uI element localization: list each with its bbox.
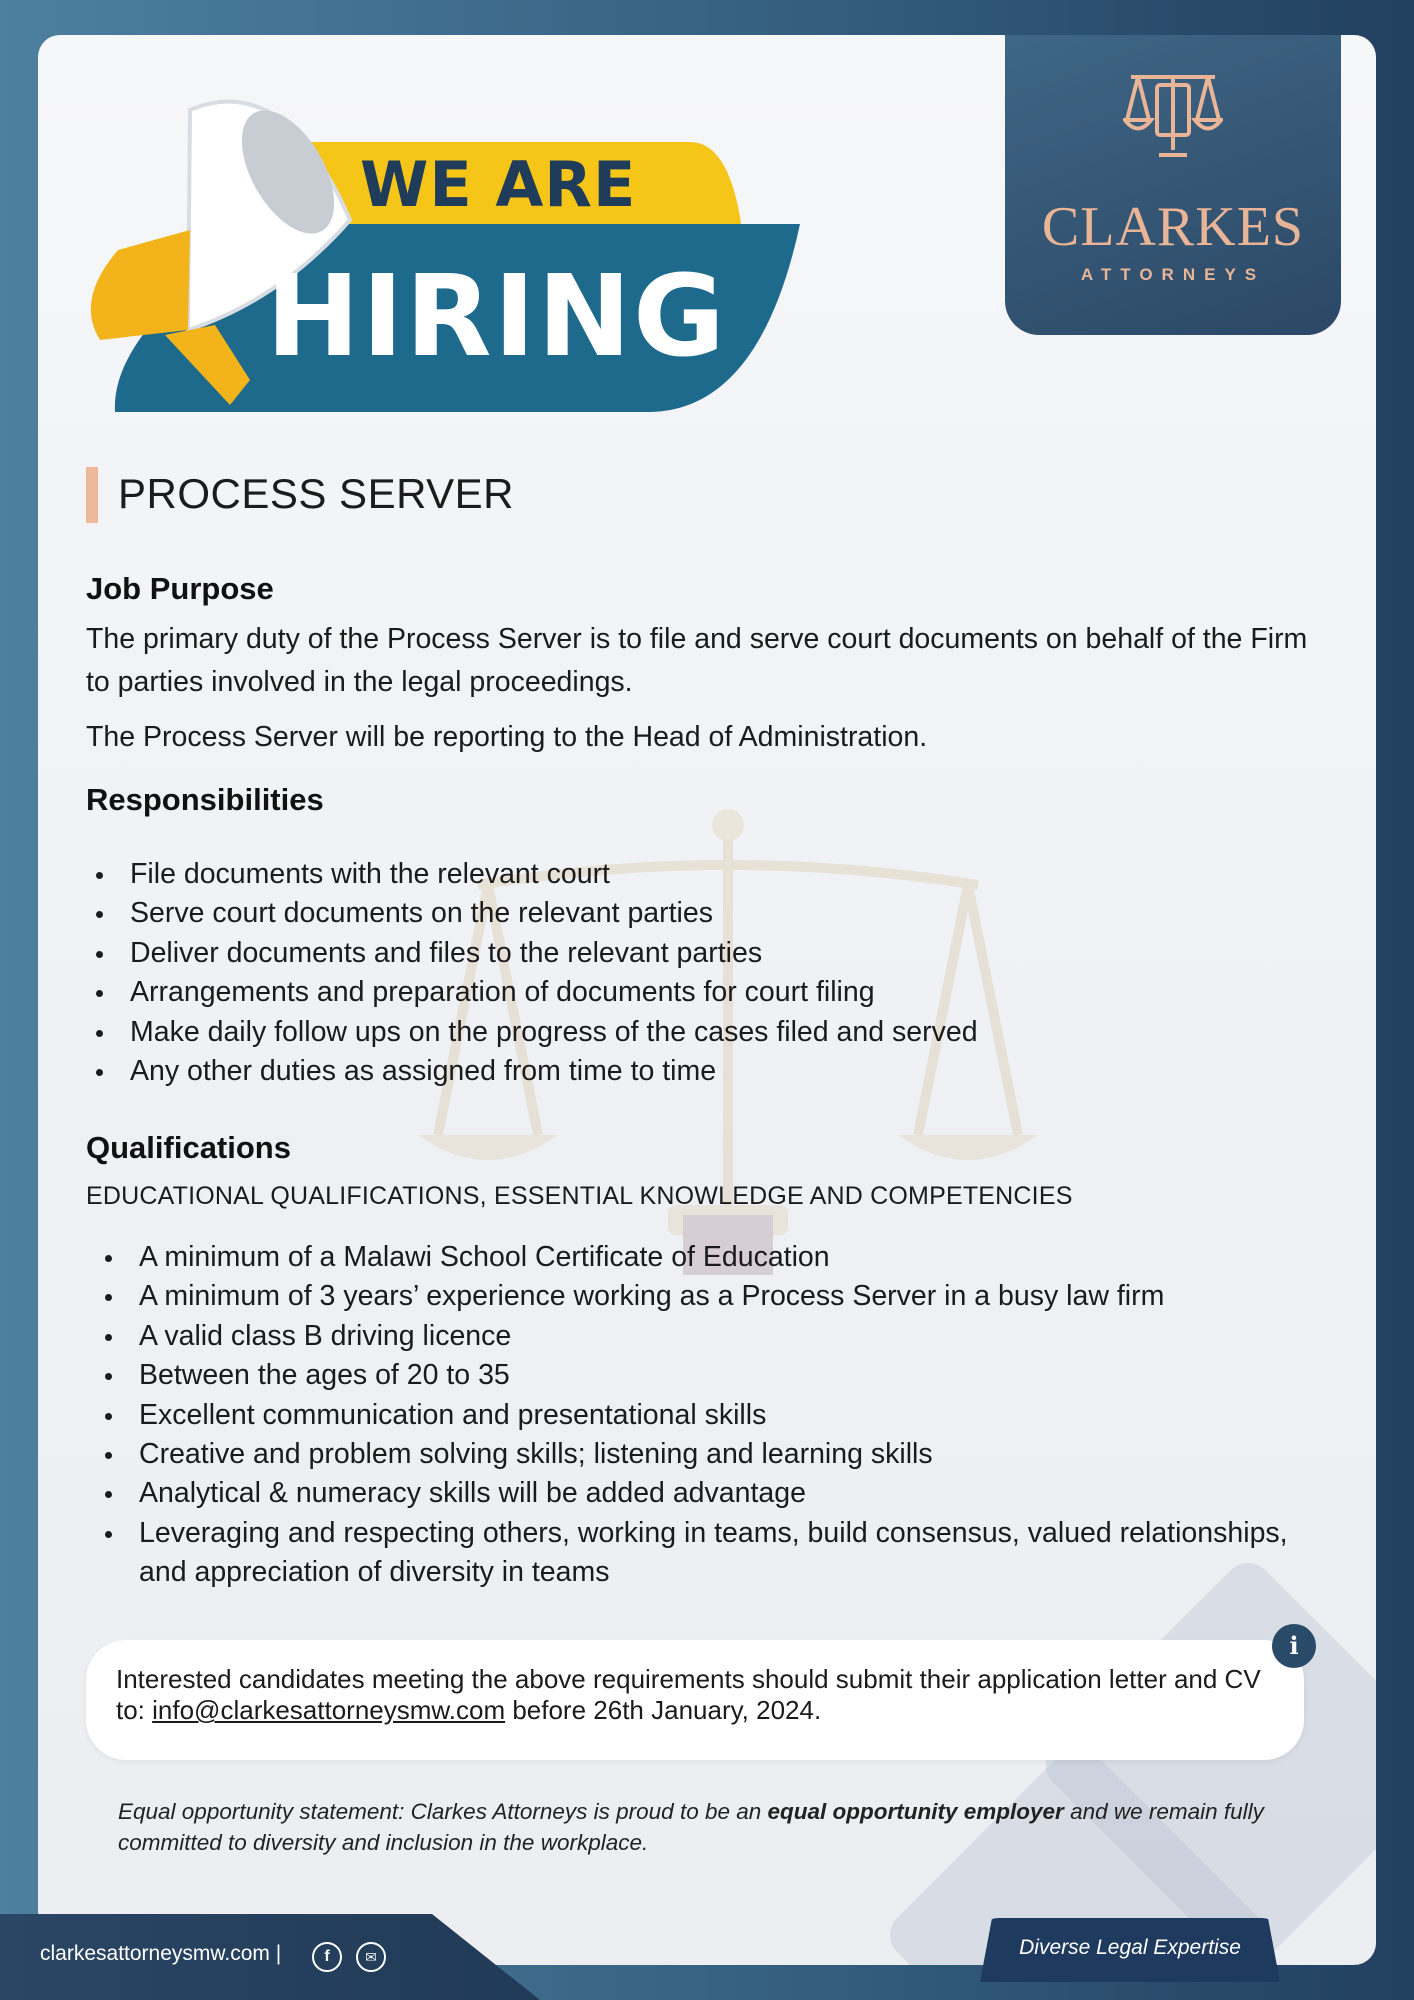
- list-item: A minimum of a Malawi School Certificate of Education: [95, 1238, 1315, 1277]
- list-item: Arrangements and preparation of documents for court filing: [86, 973, 1336, 1012]
- list-item: Between the ages of 20 to 35: [95, 1356, 1315, 1395]
- list-item: Leveraging and respecting others, working in teams, build consensus, valued relationships, and appreciation of diversity in teams: [95, 1514, 1315, 1593]
- website-link[interactable]: clarkesattorneysmw.com |: [40, 1942, 282, 1965]
- list-item: Creative and problem solving skills; listening and learning skills: [95, 1435, 1315, 1474]
- title-accent-bar: [86, 467, 98, 523]
- list-item: File documents with the relevant court: [86, 855, 1336, 894]
- qualifications-heading: Qualifications: [86, 1130, 291, 1165]
- scales-of-justice-icon: [1123, 55, 1223, 175]
- job-title: PROCESS SERVER: [118, 470, 515, 517]
- application-text: [116, 1664, 1286, 1726]
- list-item: Deliver documents and files to the relevant parties: [86, 934, 1336, 973]
- job-purpose-heading: Job Purpose: [86, 571, 274, 606]
- responsibilities-heading: Responsibilities: [86, 782, 324, 817]
- logo-panel: [1005, 35, 1341, 335]
- application-box: [86, 1640, 1304, 1760]
- application-email-link[interactable]: info@clarkesattorneysmw.com: [152, 1695, 506, 1725]
- reporting-text: The Process Server will be reporting to the Head of Administration.: [86, 721, 928, 753]
- list-item: Excellent communication and presentational skills: [95, 1396, 1315, 1435]
- logo-subtitle: ATTORNEYS: [1080, 265, 1266, 284]
- list-item: A minimum of 3 years’ experience working as a Process Server in a busy law firm: [95, 1277, 1315, 1316]
- application-text-after: before 26th January, 2024.: [505, 1695, 822, 1725]
- logo-name: CLARKES: [1041, 196, 1305, 258]
- job-purpose-text: The primary duty of the Process Server is to file and serve court documents on behalf of the Firm to parties involved in the legal proceedings.: [86, 623, 1308, 698]
- responsibilities-list: [86, 855, 1336, 1091]
- hiring-heading: HIRING: [266, 252, 727, 382]
- info-icon: i: [1272, 1624, 1316, 1668]
- mail-icon[interactable]: ✉: [356, 1942, 386, 1972]
- eq-text-bold: equal opportunity employer: [767, 1799, 1064, 1824]
- qualifications-list: [95, 1238, 1315, 1593]
- list-item: A valid class B driving licence: [95, 1317, 1315, 1356]
- we-are-heading: WE ARE: [360, 148, 637, 221]
- facebook-icon[interactable]: f: [312, 1942, 342, 1972]
- list-item: Make daily follow ups on the progress of the cases filed and served: [86, 1013, 1336, 1052]
- application-text-before: Interested candidates meeting the above requirements should submit their application letter and CV to:: [116, 1664, 1261, 1725]
- equal-opportunity-statement: [118, 1796, 1288, 1858]
- eq-text-before: Equal opportunity statement: Clarkes Attorneys is proud to be an: [118, 1799, 768, 1824]
- eq-text-after: and we remain fully committed to diversity and inclusion in the workplace.: [118, 1799, 1264, 1855]
- qualifications-subheading: EDUCATIONAL QUALIFICATIONS, ESSENTIAL KNOWLEDGE AND COMPETENCIES: [86, 1182, 1073, 1210]
- list-item: Analytical & numeracy skills will be added advantage: [95, 1474, 1315, 1513]
- list-item: Serve court documents on the relevant parties: [86, 894, 1336, 933]
- list-item: Any other duties as assigned from time to time: [86, 1052, 1336, 1091]
- footer-tagline: Diverse Legal Expertise: [1019, 1936, 1241, 1959]
